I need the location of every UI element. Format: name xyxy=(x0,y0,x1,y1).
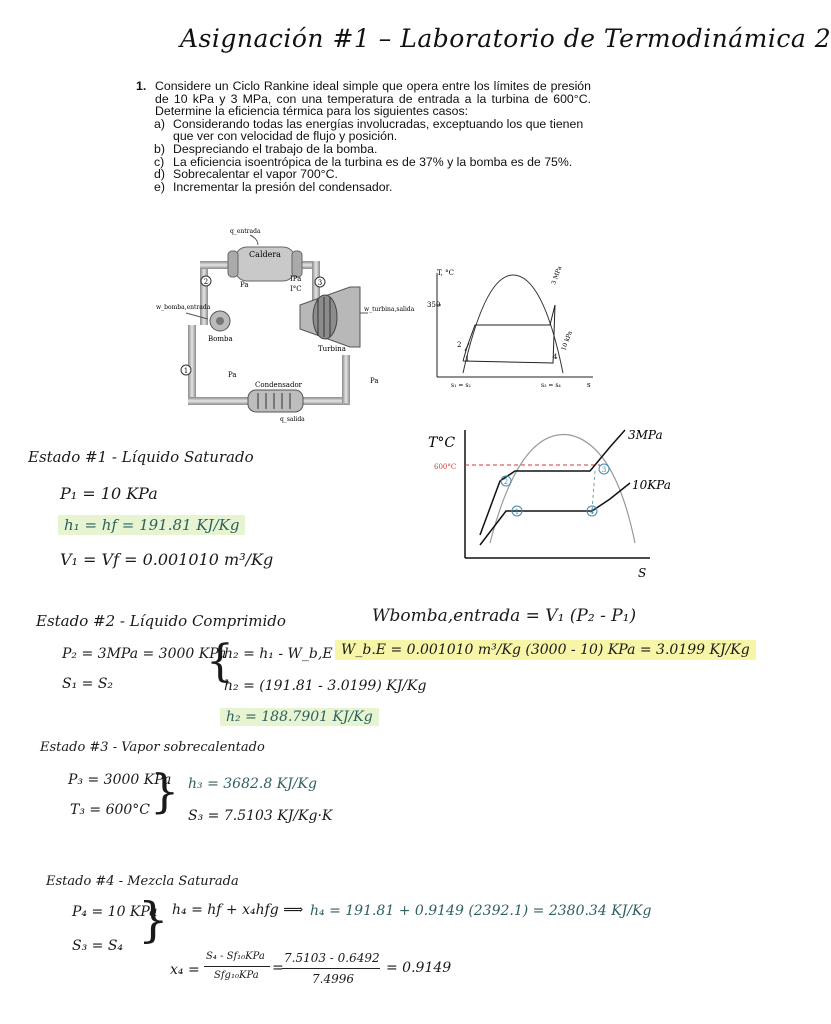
case-list xyxy=(136,118,591,194)
estado2-h2a: h₂ = h₁ - W_b,E xyxy=(224,646,333,662)
svg-text:2: 2 xyxy=(503,478,509,486)
turbine-label: Turbina xyxy=(318,345,346,353)
svg-text:1: 1 xyxy=(183,367,189,375)
cycle-path xyxy=(463,305,555,363)
isobar-label-high: 3MPa xyxy=(628,428,663,442)
ts-diagram-hand xyxy=(420,425,670,580)
turbine-inlet-t: I°C xyxy=(290,285,302,293)
condenser xyxy=(248,390,303,412)
pa-label: Pa xyxy=(228,371,237,379)
brace: } xyxy=(138,892,169,948)
isobar-low: 10 kPa xyxy=(560,329,574,352)
wpump-definition: Wbomba,entrada = V₁ (P₂ - P₁) xyxy=(372,606,637,626)
state-label-2: 2 xyxy=(457,341,462,349)
brace: } xyxy=(150,764,180,818)
ts-diagram-printed xyxy=(425,265,600,395)
turbine-inlet-p: IPa xyxy=(290,275,302,283)
case-item: a) Considerando todas las energías involucradas, exceptuando los que tienen que ver con velocidad de flujo y posición. xyxy=(154,116,584,144)
estado4-x4-den: Sfg₁₀KPa xyxy=(214,970,259,981)
turbine xyxy=(300,287,360,347)
y-axis-label: T, °C xyxy=(437,269,454,277)
wpump-value: W_b.E = 0.001010 m³/Kg (3000 - 10) KPa = 3.0199 KJ/Kg xyxy=(335,640,756,660)
y-axis-label: T°C xyxy=(428,435,456,451)
w-pump-label: w_bomba,entrada xyxy=(156,304,211,311)
estado4-x4-lhs: x₄ = xyxy=(170,962,200,978)
estado4-h4-value: h₄ = 191.81 + 0.9149 (2392.1) = 2380.34 KJ/Kg xyxy=(310,903,652,919)
estado4-x4-num2: 7.5103 - 0.6492 xyxy=(284,951,380,965)
state-label-1: 1 xyxy=(465,355,470,363)
assignment-title: Asignación #1 – Laboratorio de Termodinámica 2 xyxy=(180,24,831,53)
saturation-dome xyxy=(463,275,563,373)
state-label-4: 4 xyxy=(553,353,558,361)
w-turbine-label: w_turbina,salida xyxy=(364,306,415,313)
estado4-x4-den2: 7.4996 xyxy=(312,972,354,986)
estado3-p3: P₃ = 3000 KPa xyxy=(68,772,172,788)
state-marker-2 xyxy=(201,276,211,286)
x-axis-label: S xyxy=(638,566,647,580)
case-item: c) La eficiencia isoentrópica de la turbina es de 37% y la bomba es de 75%. xyxy=(154,154,573,169)
brace: { xyxy=(206,636,234,687)
estado4-x4-num: S₄ - Sf₁₀KPa xyxy=(206,951,265,962)
pa-label: Pa xyxy=(240,281,249,289)
state-marker-2 xyxy=(501,476,511,486)
problem-text: Considere un Ciclo Rankine ideal simple que opera entre los límites de presión de 10 kPa y 3 MPa, con una temperatura de entrada a la turbina de 600°C. Determine la eficiencia térmica para los siguientes casos: xyxy=(155,79,591,119)
x-tick-s12: s₁ = s₂ xyxy=(451,382,471,389)
isobar-high: 3 MPa xyxy=(550,265,564,286)
isobar-label-low: 10KPa xyxy=(632,478,671,492)
q-in-label: q_entrada xyxy=(230,228,261,235)
estado2-s: S₁ = S₂ xyxy=(62,676,114,692)
estado1-h1: h₁ = hf = 191.81 KJ/Kg xyxy=(58,515,245,535)
estado3-title: Estado #3 - Vapor sobrecalentado xyxy=(40,740,265,755)
case-item: b) Despreciando el trabajo de la bomba. xyxy=(154,141,378,156)
equals-sign: = xyxy=(272,960,284,976)
pa-label: Pa xyxy=(370,377,379,385)
svg-text:3: 3 xyxy=(601,466,607,474)
estado2-title: Estado #2 - Líquido Comprimido xyxy=(36,612,286,630)
estado3-s3: S₃ = 7.5103 KJ/Kg·K xyxy=(188,808,333,824)
q-out-label: q_salida xyxy=(280,416,305,423)
estado3-t3: T₃ = 600°C xyxy=(70,802,151,818)
estado2-h2c: h₂ = 188.7901 KJ/Kg xyxy=(220,708,379,726)
x-tick-s34: s₃ = s₄ xyxy=(541,382,561,389)
svg-text:3: 3 xyxy=(317,279,323,287)
saturation-dome xyxy=(490,434,635,543)
svg-text:1: 1 xyxy=(514,508,520,516)
estado4-title: Estado #4 - Mezcla Saturada xyxy=(46,874,239,889)
cycle-dashed xyxy=(592,471,595,511)
x-axis-label: s xyxy=(587,381,591,389)
estado4-s4: S₃ = S₄ xyxy=(72,938,124,954)
pump-label: Bomba xyxy=(208,335,233,343)
fraction-bar xyxy=(282,968,380,969)
problem-number: 1. xyxy=(136,79,147,93)
tick-350: 350 xyxy=(427,301,441,309)
problem-statement xyxy=(136,80,591,193)
estado2-h2b: h₂ = (191.81 - 3.0199) KJ/Kg xyxy=(224,678,427,694)
condenser-label: Condensador xyxy=(255,381,303,389)
estado1-title: Estado #1 - Líquido Saturado xyxy=(28,448,254,466)
state-marker-1 xyxy=(181,365,191,375)
rankine-schematic xyxy=(150,225,415,425)
temp-mark-600: 600°C xyxy=(434,463,457,471)
isobar-low xyxy=(480,483,630,545)
estado1-p1: P₁ = 10 KPa xyxy=(60,484,158,503)
estado4-p4: P₄ = 10 KPa xyxy=(72,904,158,920)
estado3-h3: h₃ = 3682.8 KJ/Kg xyxy=(188,776,317,792)
state-marker-3 xyxy=(599,464,609,474)
estado2-p2: P₂ = 3MPa = 3000 KPa xyxy=(62,646,227,662)
estado4-h4: h₄ = hf + x₄hfg ⟹ xyxy=(172,902,304,918)
estado4-x4-result: = 0.9149 xyxy=(386,960,452,976)
state-marker-3 xyxy=(315,277,325,287)
case-item: d) Sobrecalentar el vapor 700°C. xyxy=(154,167,338,182)
svg-text:2: 2 xyxy=(203,278,209,286)
pump xyxy=(210,311,230,331)
fraction-bar xyxy=(204,966,270,967)
svg-text:4: 4 xyxy=(589,508,595,516)
estado1-v1: V₁ = Vf = 0.001010 m³/Kg xyxy=(60,550,274,569)
case-item: e) Incrementar la presión del condensador. xyxy=(154,179,393,194)
boiler-label: Caldera xyxy=(249,250,281,259)
